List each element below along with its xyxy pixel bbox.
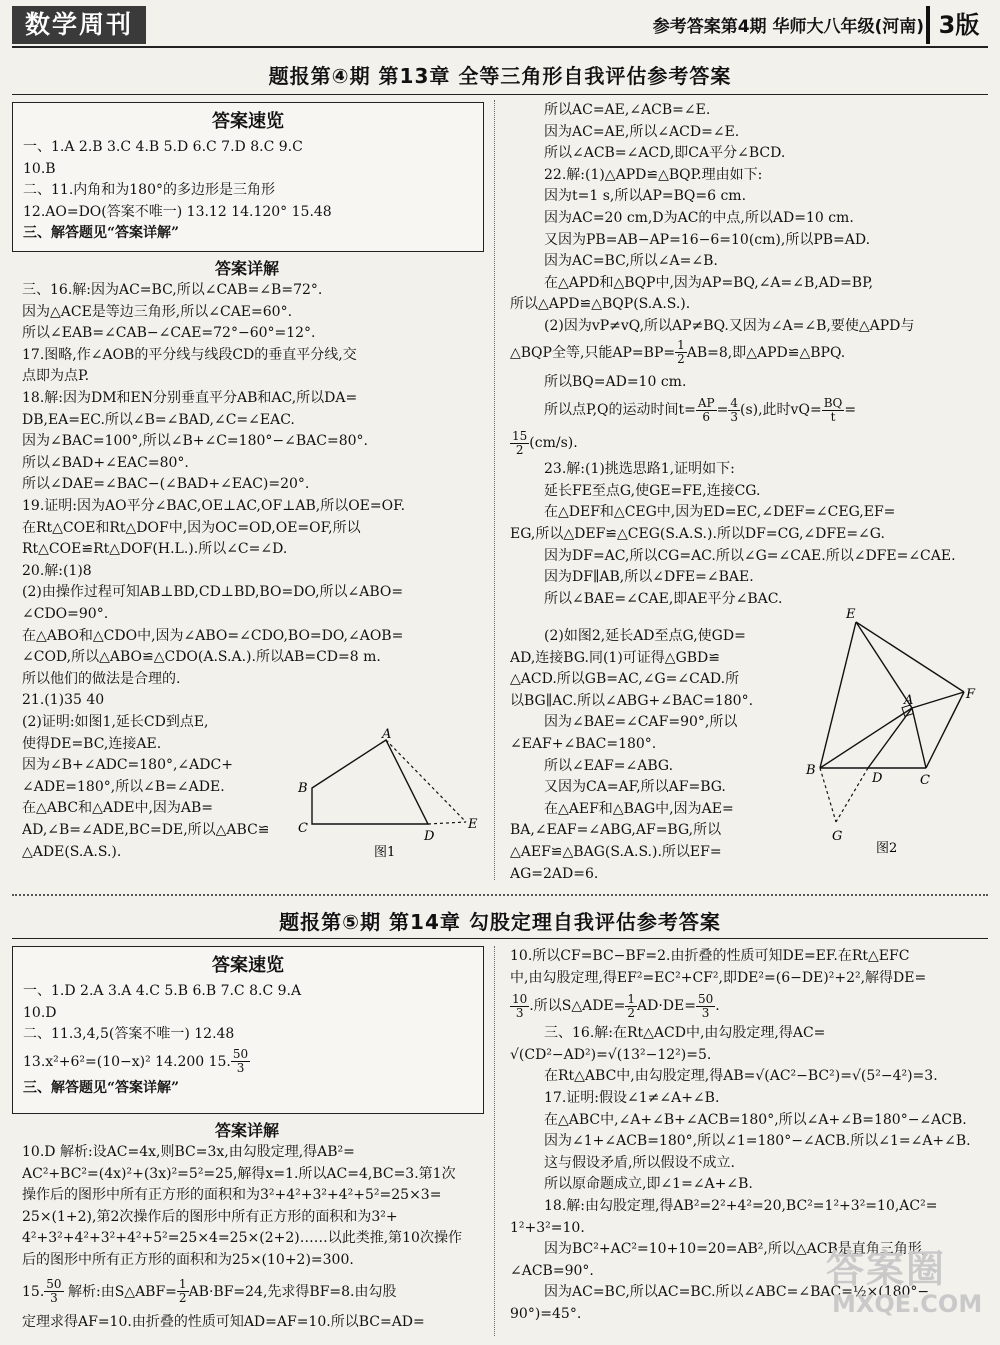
svg-text:A: A [904,693,914,708]
text-line: AD,连接BG.同(1)可证得△GBD≌ [510,649,720,666]
text-line: 因为BC²+AC²=10+10=20=AB²,所以△ACB是直角三角形, [544,1241,927,1258]
denominator: 6 [702,409,711,424]
text-span: 13.x²+6²=(10−x)² 14.200 15. [23,1053,231,1070]
section1-right-column [510,100,990,610]
fraction [510,430,529,457]
text-line: 20.解:(1)8 [22,562,92,579]
q22-eq2: 所以点P,Q的运动时间t= $\frac{AP}{6}$ = $\frac{4}{3}$ (s),此时vQ= $\frac{BQ}{t}$ = [544,395,857,424]
overview-line: 10.B [23,160,56,177]
text-line: 因为t=1 s,所以AP=BQ=6 cm. [544,188,747,205]
text-line: 因为∠BAE=∠CAF=90°,所以 [544,714,738,731]
text-line: (2)证明:如图1,延长CD到点E, [22,714,209,730]
q23-part2-text [510,626,802,885]
section2-rule [12,938,988,939]
overview-line: 12.AO=DO(答案不唯一) 13.12 14.120° 15.48 [23,203,332,220]
svg-text:D: D [872,771,883,786]
section-divider [12,894,988,896]
text-line: DB,EA=EC.所以∠B=∠BAD,∠C=∠EAC. [22,411,295,428]
text-line: 中,由勾股定理,得EF²=EC²+CF²,即DE²=(6−DE)²+2²,解得DE= [510,969,927,986]
fraction [625,993,637,1020]
denominator: 2 [627,1005,636,1020]
text-line: 以BG∥AC.所以∠ABG+∠BAC=180°. [510,692,754,709]
text-line: 90°)=45°. [510,1305,582,1322]
text-line: 所以△APD≌△BQP(S.A.S.). [510,296,691,313]
text-line: 在△ABO和△CDO中,因为∠ABO=∠CDO,BO=DO,∠AOB= [22,627,404,644]
text-line: 定理求得AF=10.由折叠的性质可知AD=AF=10.所以BC=AD= [22,1313,425,1330]
denominator: 3 [730,409,738,424]
text-span: AB=8,即△APD≌△BPQ. [686,344,846,361]
numerator: 1 [677,338,685,353]
numerator: 50 [697,991,714,1006]
denominator: 2 [178,1291,187,1306]
text-line: ∠EAF+∠BAC=180°. [510,735,657,752]
text-line: 在Rt△COE和Rt△DOF中,因为OC=OD,OE=OF,所以 [22,519,361,536]
text-line: 17.图略,作∠AOB的平分线与线段CD的垂直平分线,交 [22,346,357,363]
overview-line: 三、解答题见“答案详解” [23,1079,180,1096]
text-line: 所以AC=AE,∠ACB=∠E. [544,102,711,118]
text-line: 后的图形中所有正方形的面积和为25×(10+2)=300. [22,1251,354,1268]
svg-text:E: E [846,607,856,622]
svg-text:A: A [382,728,392,742]
text-line: 所以∠EAB=∠CAB−∠CAE=72°−60°=12°. [22,325,316,342]
text-line: 因为AC=20 cm,D为AC的中点,所以AD=10 cm. [544,209,854,226]
numerator: 4 [730,395,738,410]
text-line: 在△APD和△BQP中,因为AP=BQ,∠A=∠B,AD=BP, [544,274,874,291]
text-line: 4²+3²+4²+3²+4²+5²=25×4=25×(2+2)……以此类推,第10次操作 [22,1230,462,1247]
svg-text:C: C [298,821,308,836]
text-line: 使得DE=BC,连接AE. [22,735,162,752]
text-line: 在△ABC和△ADE中,因为AB= [22,800,214,817]
section2-title: 题报第⑤期 第14章 勾股定理自我评估参考答案 [279,910,721,934]
text-line: 所以他们的做法是合理的. [22,670,181,687]
numerator: 1 [627,991,636,1006]
text-line: BA,∠EAF=∠ABG,AF=BG,所以 [510,822,722,839]
text-line: 在△DEF和△CEG中,因为ED=EC,∠DEF=∠CEG,EF= [544,504,896,521]
text-line: Rt△COE≌Rt△DOF(H.L.).所以∠C=∠D. [22,541,288,558]
text-line: △AEF≌△BAG(S.A.S.).所以EF= [510,843,722,860]
numerator: 15 [512,428,528,443]
text-line: ∠ADE=180°,所以∠B=∠ADE. [22,778,225,795]
svg-text:D: D [424,829,435,844]
fraction [510,993,529,1020]
overview-line [23,1046,473,1078]
overview-line: 一、1.A 2.B 3.C 4.B 5.D 6.C 7.D 8.C 9.C [23,139,303,155]
text-line: (2)因为vP≠vQ,所以AP≠BQ.又因为∠A=∠B,要使△APD与 [544,317,915,334]
text-line: 又因为PB=AB−AP=16−6=10(cm),所以PB=AD. [544,231,871,248]
text-line: 23.解:(1)挑选思路1,证明如下: [544,461,735,478]
section1-left-column [22,280,484,712]
text-line: 这与假设矛盾,所以假设不成立. [544,1154,735,1171]
overview-line: 二、11.内角和为180°的多边形是三角形 [23,182,275,199]
section1-rule [12,94,988,95]
denominator: 2 [515,442,524,457]
overview-line: 10.D [23,1004,57,1021]
fraction [44,1278,63,1305]
text-line: 19.证明:因为AO平分∠BAC,OE⊥AC,OF⊥AB,所以OE=OF. [22,497,406,514]
text-span: 15. [22,1283,45,1300]
section2-left-column [22,1142,484,1333]
svg-text:F: F [966,687,976,702]
text-line: 三、16.解:因为AC=BC,所以∠CAB=∠B=72°. [22,282,323,298]
text-line: 因为△ACE是等边三角形,所以∠CAE=60°. [22,303,293,320]
section1-title: 题报第④期 第13章 全等三角形自我评估参考答案 [268,64,732,88]
text-line: 10.D 解析:设AC=4x,则BC=3x,由勾股定理,得AB²= [22,1144,355,1160]
text-line: 延长FE至点G,使GE=FE,连接CG. [544,482,761,499]
svg-text:E: E [468,817,478,832]
text-line: 22.解:(1)△APD≌△BQP.理由如下: [544,166,763,183]
q22-eq3 [510,427,990,459]
text-line: ∠CDO=90°. [22,605,109,622]
text-line: △ACD.所以GB=AC,∠G=∠CAD.所 [510,671,740,688]
watermark-logo: 答案圈 [826,1247,947,1291]
text-line: 所以∠ACB=∠ACD,即CA平分∠BCD. [544,145,786,162]
numerator: 50 [46,1277,62,1292]
text-span: . [715,998,720,1015]
text-span: = [844,402,857,419]
text-line: AG=2AD=6. [510,865,599,882]
text-line: △ADE(S.A.S.). [22,843,122,860]
text-span: (s),此时vQ= [740,402,822,419]
text-span: △BQP全等,只能AP=BP= [510,344,676,361]
fraction [696,397,717,424]
text-line: ∠ACB=90°. [510,1262,594,1279]
numerator: AP [697,395,715,410]
overview-line: 三、解答题见“答案详解” [23,225,180,242]
fraction [822,397,845,424]
text-line: 所以BQ=AD=10 cm. [544,373,687,390]
text-line: 因为DF∥AB,所以∠DFE=∠BAE. [544,569,754,586]
text-line: 10.所以CF=BC−BF=2.由折叠的性质可知DE=EF.在Rt△EFC [510,948,910,964]
q21-text [22,712,292,863]
masthead: 数学周刊 [12,6,146,44]
text-span: 解析:由S△ABF= [63,1283,177,1300]
text-line: 点即为点P. [22,368,90,385]
text-span: 所以点P,Q的运动时间t= [544,402,696,419]
text-line: 因为AC=AE,所以∠ACD=∠E. [544,123,740,140]
text-span: .所以S△ADE= [529,998,626,1015]
text-line: EG,所以△DEF≌△CEG(S.A.S.).所以DF=CG,∠DFE=∠G. [510,525,885,542]
text-line: 21.(1)35 40 [22,692,105,709]
text-line: 因为∠B+∠ADC=180°,∠ADC+ [22,757,233,774]
numerator: 1 [178,1277,187,1292]
text-line: 所以∠BAE=∠CAE,即AE平分∠BAC. [544,590,783,607]
figure-1 [290,728,486,858]
numerator: 10 [512,991,528,1006]
edition-label: 3版 [926,6,988,44]
svg-text:G: G [832,829,843,844]
section1-column-divider [494,100,495,880]
text-span: AB·BF=24,先求得BF=8.由勾股 [188,1283,397,1300]
fraction [696,993,715,1020]
text-line: 因为∠1+∠ACB=180°,所以∠1=180°−∠ACB.所以∠1=∠A+∠B. [544,1133,971,1150]
text-line: 所以∠EAF=∠ABG. [544,757,674,774]
q10-eq [510,989,990,1023]
figure-2 [800,600,990,862]
overview-line: 二、11.3,4,5(答案不唯一) 12.48 [23,1026,235,1043]
text-line: AC²+BC²=(4x)²+(3x)²=5²=25,解得x=1.所以AC=4,BC=3.第1次 [22,1165,456,1182]
header-rule [12,46,988,48]
denominator: 3 [515,1005,524,1020]
numerator: 50 [232,1047,249,1062]
overview-line: 一、1.D 2.A 3.A 4.C 5.B 6.B 7.C 8.C 9.A [23,983,302,999]
section2-overview-title: 答案速览 [212,955,284,976]
text-line: 因为AC=BC,所以AC=BC.所以∠ABC=∠BAC=½×(180°− [544,1284,930,1301]
fraction [728,397,740,424]
text-line: ∠COD,所以△ABO≌△CDO(A.S.A.).所以AB=CD=8 m. [22,649,381,666]
fraction [675,339,687,366]
section2-detail-title: 答案详解 [214,1121,279,1140]
text-line: 25×(1+2),第2次操作后的图形中所有正方形的面积和为3²+ [22,1208,398,1225]
svg-text:B: B [806,763,816,778]
svg-text:B: B [298,781,308,796]
fig2-caption: 图2 [876,841,898,856]
text-line: 因为DF=AC,所以CG=AC.所以∠G=∠CAE.所以∠DFE=∠CAE. [544,547,956,564]
denominator: t [830,409,836,424]
text-line: 所以原命题成立,即∠1=∠A+∠B. [544,1176,753,1193]
text-line: 所以∠DAE=∠BAC−(∠BAD+∠EAC)=20°. [22,476,310,493]
text-line: 在△AEF和△BAG中,因为AE= [544,800,734,817]
denominator: 2 [677,352,685,367]
section2-overview-box [12,946,484,1114]
text-line: AD,∠B=∠ADE,BC=DE,所以△ABC≌ [22,821,270,838]
text-line: 17.证明:假设∠1≠∠A+∠B. [544,1089,720,1106]
q22-eq1 [510,338,990,368]
text-line: 在Rt△ABC中,由勾股定理,得AB=√(AC²−BC²)=√(5²−4²)=3. [544,1068,938,1085]
text-line: 18.解:由勾股定理,得AB²=2²+4²=20,BC²=1²+3²=10,AC²= [544,1197,938,1214]
section1-overview-box [12,102,484,252]
denominator: 3 [50,1291,58,1306]
watermark-url: MXQE.COM [832,1290,983,1318]
text-line: 又因为CA=AF,所以AF=BG. [544,779,726,796]
issue-info: 参考答案第4期 华师大八年级(河南) [652,17,924,37]
text-line: (2)如图2,延长AD至点G,使GD= [544,628,746,644]
section1-detail-title: 答案详解 [214,259,279,278]
section1-overview-title: 答案速览 [212,111,284,132]
text-line: 所以∠BAD+∠EAC=80°. [22,454,189,471]
denominator: 3 [236,1061,245,1076]
text-line: 在△ABC中,∠A+∠B+∠ACB=180°,所以∠A+∠B=180°−∠ACB. [544,1111,967,1128]
svg-text:C: C [920,773,930,788]
text-line: (2)由操作过程可知AB⊥BD,CD⊥BD,BO=DO,所以∠ABO= [22,584,404,601]
numerator: BQ [823,395,843,410]
text-line: 三、16.解:在Rt△ACD中,由勾股定理,得AC= [544,1025,826,1042]
text-span: AD·DE= [637,998,696,1015]
text-line: 因为AC=BC,所以∠A=∠B. [544,253,718,270]
fraction [177,1278,189,1305]
fraction [231,1048,250,1075]
text-line: 18.解:因为DM和EN分别垂直平分AB和AC,所以DA= [22,389,358,406]
section2-column-divider [494,946,495,1336]
q15-line [22,1272,484,1312]
text-line: 操作后的图形中所有正方形的面积和为3²+4²+3²+4²+5²=25×3= [22,1187,442,1204]
text-span: (cm/s). [529,435,578,452]
text-line: √(CD²−AD²)=√(13²−12²)=5. [510,1046,712,1063]
fig1-caption: 图1 [374,845,396,858]
text-line: 因为∠BAC=100°,所以∠B+∠C=180°−∠BAC=80°. [22,433,368,450]
text-line: 1²+3²=10. [510,1219,585,1236]
denominator: 3 [701,1005,710,1020]
